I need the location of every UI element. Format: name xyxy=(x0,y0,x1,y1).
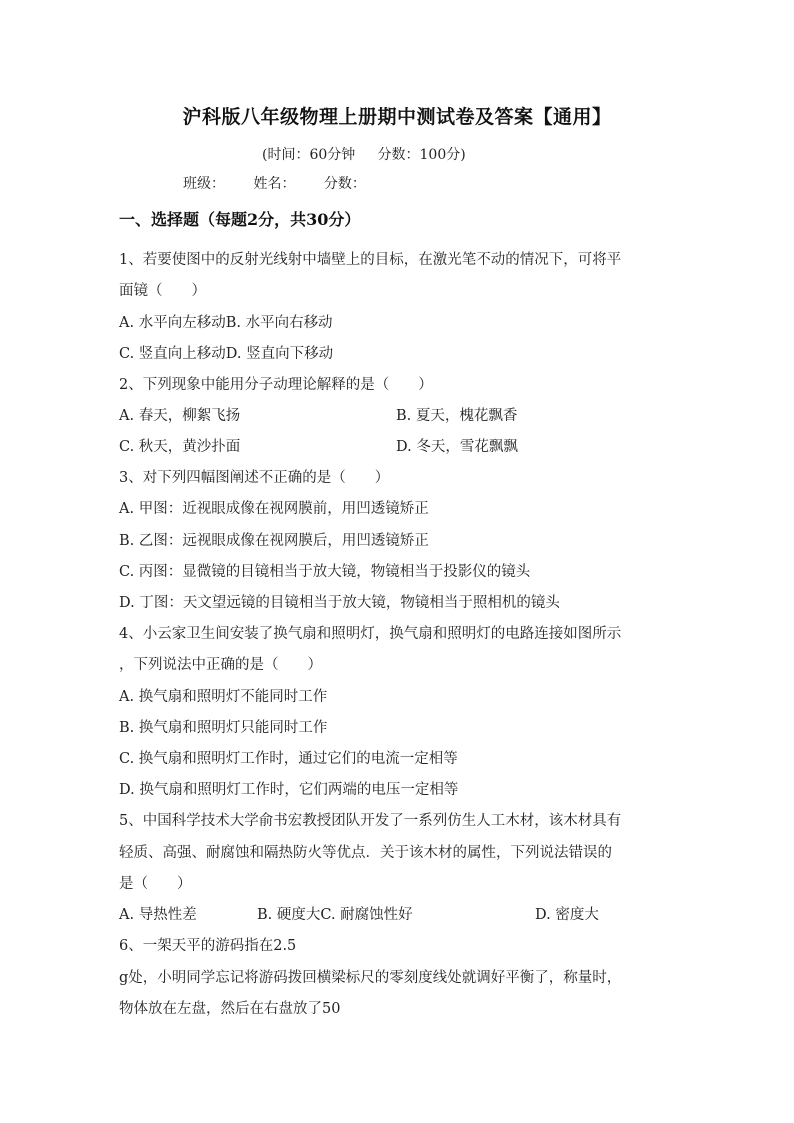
q6-line1: 6、一架天平的游码指在2.5 xyxy=(119,938,297,954)
q1-options-line1: A. 水平向左移动B. 水平向右移动 xyxy=(119,315,333,331)
q3-stem: 3、对下列四幅图阐述不正确的是（ ） xyxy=(119,470,390,486)
q4-option-b: B. 换气扇和照明灯只能同时工作 xyxy=(119,720,328,736)
page-title: 沪科版八年级物理上册期中测试卷及答案【通用】 xyxy=(182,106,612,128)
q4-option-a: A. 换气扇和照明灯不能同时工作 xyxy=(119,689,328,705)
exam-info: (时间：60分钟 分数：100分) xyxy=(262,147,466,163)
score-field: 分数： xyxy=(323,176,366,192)
q5-option-d: D. 密度大 xyxy=(535,907,599,923)
q1-stem-line2: 面镜（ ） xyxy=(119,283,206,299)
q3-option-c: C. 丙图：显微镜的目镜相当于放大镜，物镜相当于投影仪的镜头 xyxy=(119,564,531,580)
q2-options-row1 xyxy=(119,404,518,425)
q5-stem-line2: 轻质、高强、耐腐蚀和隔热防火等优点．关于该木材的属性，下列说法错误的 xyxy=(119,845,612,861)
q3-option-a: A. 甲图：近视眼成像在视网膜前，用凹透镜矫正 xyxy=(119,501,429,517)
q1-options-line2: C. 竖直向上移动D. 竖直向下移动 xyxy=(119,346,334,362)
q3-option-b: B. 乙图：远视眼成像在视网膜后，用凹透镜矫正 xyxy=(119,533,429,549)
q2-option-c: C. 秋天，黄沙扑面 xyxy=(119,439,241,455)
q4-stem-line2: ，下列说法中正确的是（ ） xyxy=(119,657,322,673)
name-field: 姓名： xyxy=(253,176,296,192)
q2-options-row2 xyxy=(119,435,518,456)
q4-stem-line1: 4、小云家卫生间安装了换气扇和照明灯，换气扇和照明灯的电路连接如图所示 xyxy=(119,626,622,642)
q5-stem-line1: 5、中国科学技术大学俞书宏教授团队开发了一系列仿生人工木材，该木材具有 xyxy=(119,813,622,829)
q2-option-d: D. 冬天，雪花飘飘 xyxy=(396,439,518,455)
q5-stem-line3: 是（ ） xyxy=(119,876,192,892)
q5-option-a: A. 导热性差 xyxy=(119,907,197,923)
class-info-line xyxy=(183,173,390,193)
q5-options-row xyxy=(119,903,599,924)
q2-option-a: A. 春天，柳絮飞扬 xyxy=(119,408,241,424)
class-field: 班级： xyxy=(183,176,225,192)
q1-stem-line1: 1、若要使图中的反射光线射中墙壁上的目标，在激光笔不动的情况下，可将平 xyxy=(119,252,622,268)
q2-stem: 2、下列现象中能用分子动理论解释的是（ ） xyxy=(119,377,433,393)
q6-line2: g处，小明同学忘记将游码拨回横梁标尺的零刻度线处就调好平衡了，称量时， xyxy=(119,970,622,986)
q6-line3: 物体放在左盘，然后在右盘放了50 xyxy=(119,1001,341,1017)
q4-option-c: C. 换气扇和照明灯工作时，通过它们的电流一定相等 xyxy=(119,751,458,767)
q4-option-d: D. 换气扇和照明灯工作时，它们两端的电压一定相等 xyxy=(119,782,459,798)
q5-option-bc: B. 硬度大C. 耐腐蚀性好 xyxy=(257,907,413,923)
section-title: 一、选择题（每题2分，共30分） xyxy=(119,210,361,229)
q3-option-d: D. 丁图：天文望远镜的目镜相当于放大镜，物镜相当于照相机的镜头 xyxy=(119,595,560,611)
q2-option-b: B. 夏天，槐花飘香 xyxy=(396,408,518,424)
